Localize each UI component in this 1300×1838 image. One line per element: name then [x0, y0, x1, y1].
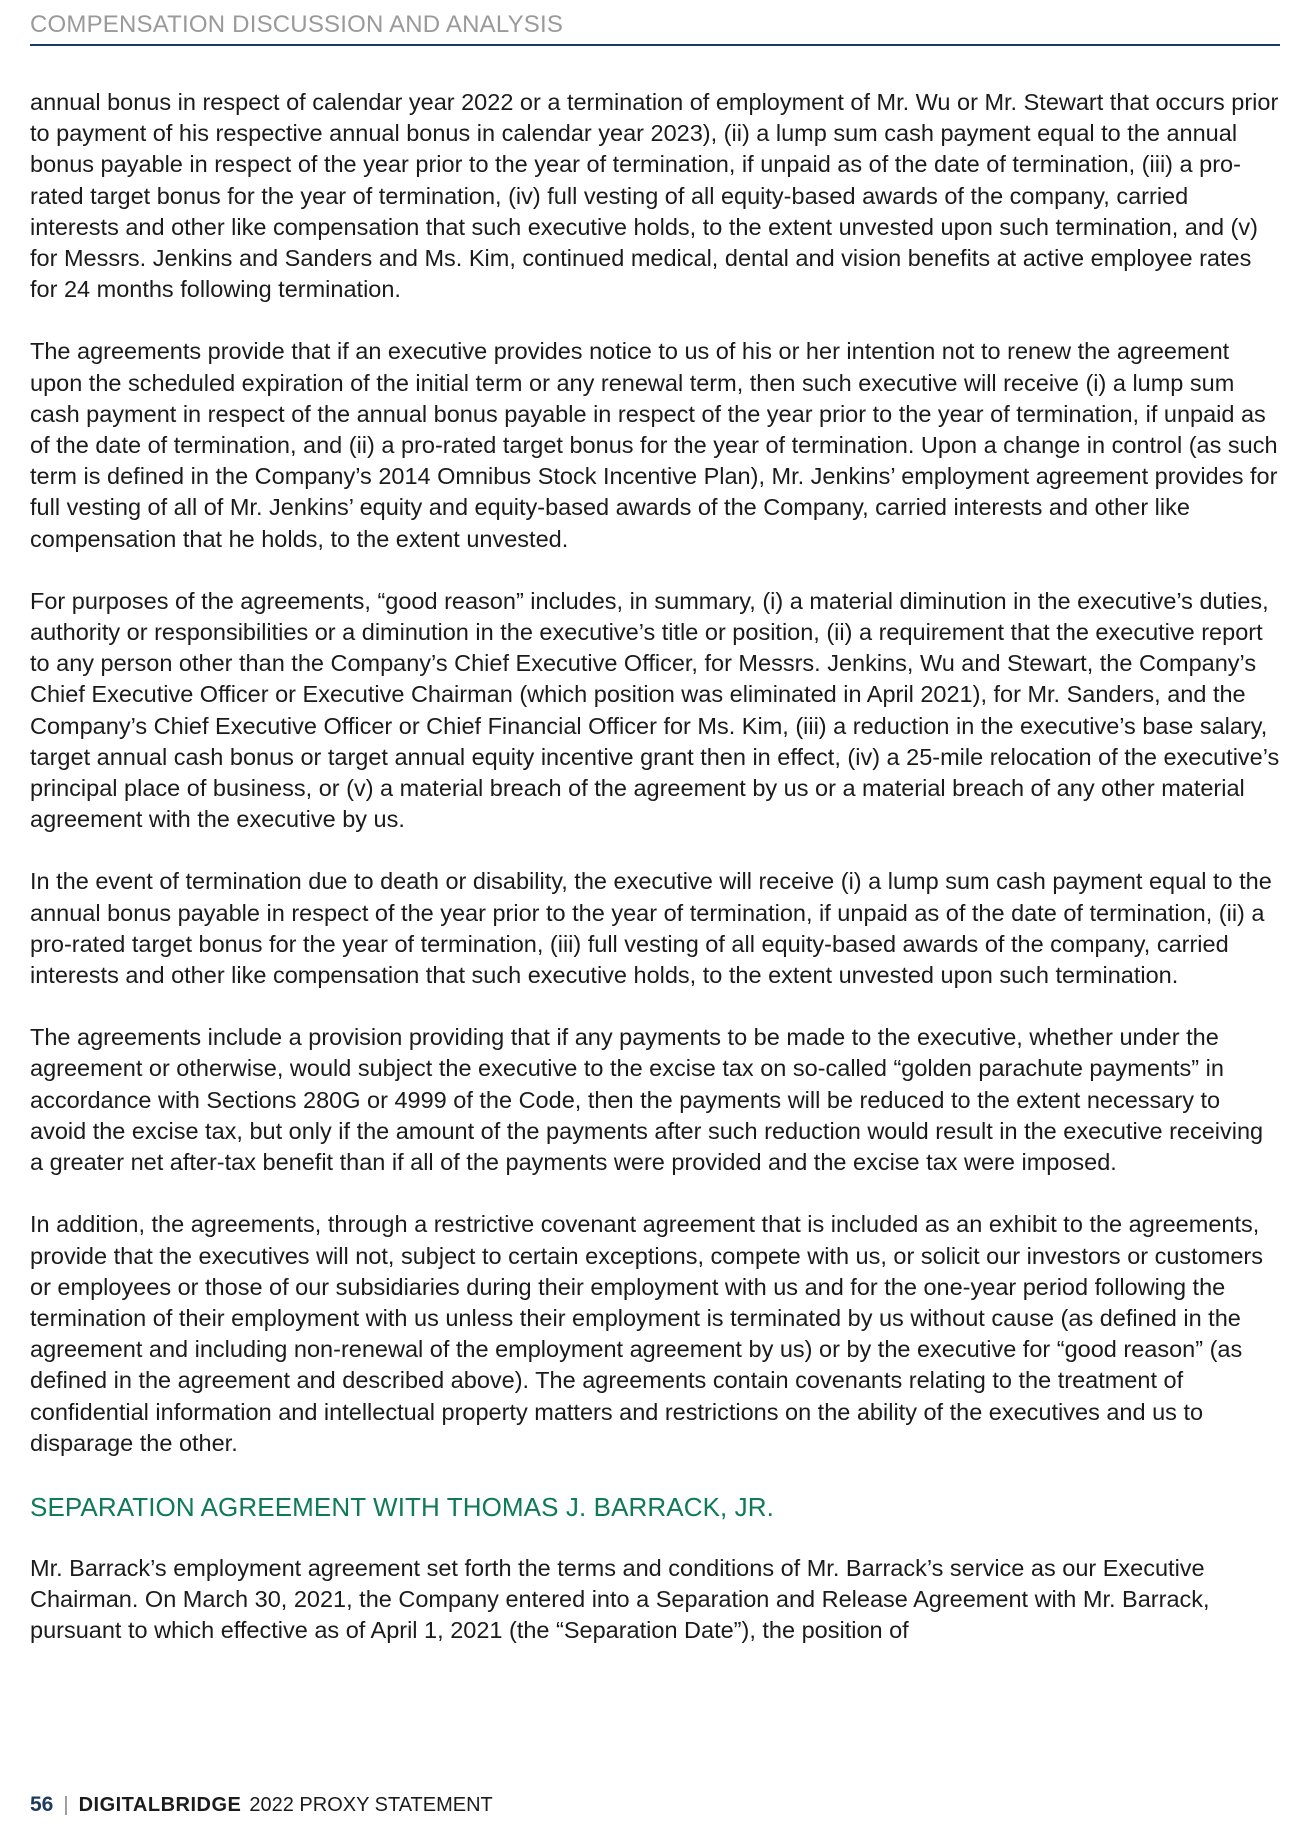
running-header	[30, 8, 1280, 46]
section-heading-separation-agreement: SEPARATION AGREEMENT WITH THOMAS J. BARRACK, JR.	[30, 1491, 774, 1522]
paragraph-excise-tax: The agreements include a provision providing that if any payments to be made to the executive, whether under the agreement or otherwise, would subject the executive to the excise tax on so-called “golden parachute payments” in accordance with Sections 280G or 4999 of the Code, then the payments will be reduced to the extent necessary to avoid the excise tax, but only if the amount of the payments after such reduction would result in the executive receiving a greater net after-tax benefit than if all of the payments were provided and the excise tax were imposed.	[30, 1024, 1264, 1176]
document-page	[30, 0, 1280, 1838]
paragraph-non-renewal: The agreements provide that if an executive provides notice to us of his or her intention not to renew the agreement upon the scheduled expiration of the initial term or any renewal term, then such executive will receive (i) a lump sum cash payment in respect of the annual bonus payable in respect of the year prior to the year of termination, if unpaid as of the date of termination, and (ii) a pro-rated target bonus for the year of termination. Upon a change in control (as such term is defined in the Company’s 2014 Omnibus Stock Incentive Plan), Mr. Jenkins’ employment agreement provides for full vesting of all of Mr. Jenkins’ equity and equity-based awards of the Company, carried interests and other like compensation that he holds, to the extent unvested.	[30, 338, 1278, 552]
document-title: 2022 PROXY STATEMENT	[249, 1794, 493, 1816]
company-name: DIGITALBRIDGE	[78, 1794, 242, 1816]
page-footer	[30, 1790, 493, 1820]
paragraph-separation-agreement: Mr. Barrack’s employment agreement set forth the terms and conditions of Mr. Barrack’s service as our Executive Chairman. On March 30, 2021, the Company entered into a Separation and Release Agreement with Mr. Barrack, pursuant to which effective as of April 1, 2021 (the “Separation Date”), the position of	[30, 1554, 1210, 1644]
page-content	[30, 87, 1280, 1647]
footer-separator: |	[63, 1794, 69, 1816]
paragraph-severance-terms: annual bonus in respect of calendar year 2022 or a termination of employment of Mr. Wu or Mr. Stewart that occurs prior to payment of his respective annual bonus in calendar year 2023), (ii) a lump sum cash payment equal to the annual bonus payable in respect of the year prior to the year of termination, if unpaid as of the date of termination, (iii) a pro-rated target bonus for the year of termination, (iv) full vesting of all equity-based awards of the company, carried interests and other like compensation that such executive holds, to the extent unvested upon such termination, and (v) for Messrs. Jenkins and Sanders and Ms. Kim, continued medical, dental and vision benefits at active employee rates for 24 months following termination.	[30, 89, 1279, 303]
page-number: 56	[30, 1793, 54, 1816]
section-title: COMPENSATION DISCUSSION AND ANALYSIS	[30, 11, 564, 38]
paragraph-good-reason: For purposes of the agreements, “good reason” includes, in summary, (i) a material diminution in the executive’s duties, authority or responsibilities or a diminution in the executive’s title or position, (ii) a requirement that the executive report to any person other than the Company’s Chief Executive Officer, for Messrs. Jenkins, Wu and Stewart, the Company’s Chief Executive Officer or Executive Chairman (which position was eliminated in April 2021), for Mr. Sanders, and the Company’s Chief Executive Officer or Chief Financial Officer for Ms. Kim, (iii) a reduction in the executive’s base salary, target annual cash bonus or target annual equity incentive grant then in effect, (iv) a 25-mile relocation of the executive’s principal place of business, or (v) a material breach of the agreement by us or a material breach of any other material agreement with the executive by us.	[30, 587, 1280, 833]
paragraph-restrictive-covenants: In addition, the agreements, through a restrictive covenant agreement that is included as an exhibit to the agreements, provide that the executives will not, subject to certain exceptions, compete with us, or solicit our investors or customers or employees or those of our subsidiaries during their employment with us and for the one-year period following the termination of their employment with us unless their employment is terminated by us without cause (as defined in the agreement and including non-renewal of the employment agreement by us) or by the executive for “good reason” (as defined in the agreement and described above). The agreements contain covenants relating to the treatment of confidential information and intellectual property matters and restrictions on the ability of the executives and us to disparage the other.	[30, 1211, 1264, 1456]
paragraph-death-disability: In the event of termination due to death or disability, the executive will receive (i) a lump sum cash payment equal to the annual bonus payable in respect of the year prior to the year of termination, if unpaid as of the date of termination, (ii) a pro-rated target bonus for the year of termination, (iii) full vesting of all equity-based awards of the company, carried interests and other like compensation that such executive holds, to the extent unvested upon such termination.	[30, 868, 1272, 989]
